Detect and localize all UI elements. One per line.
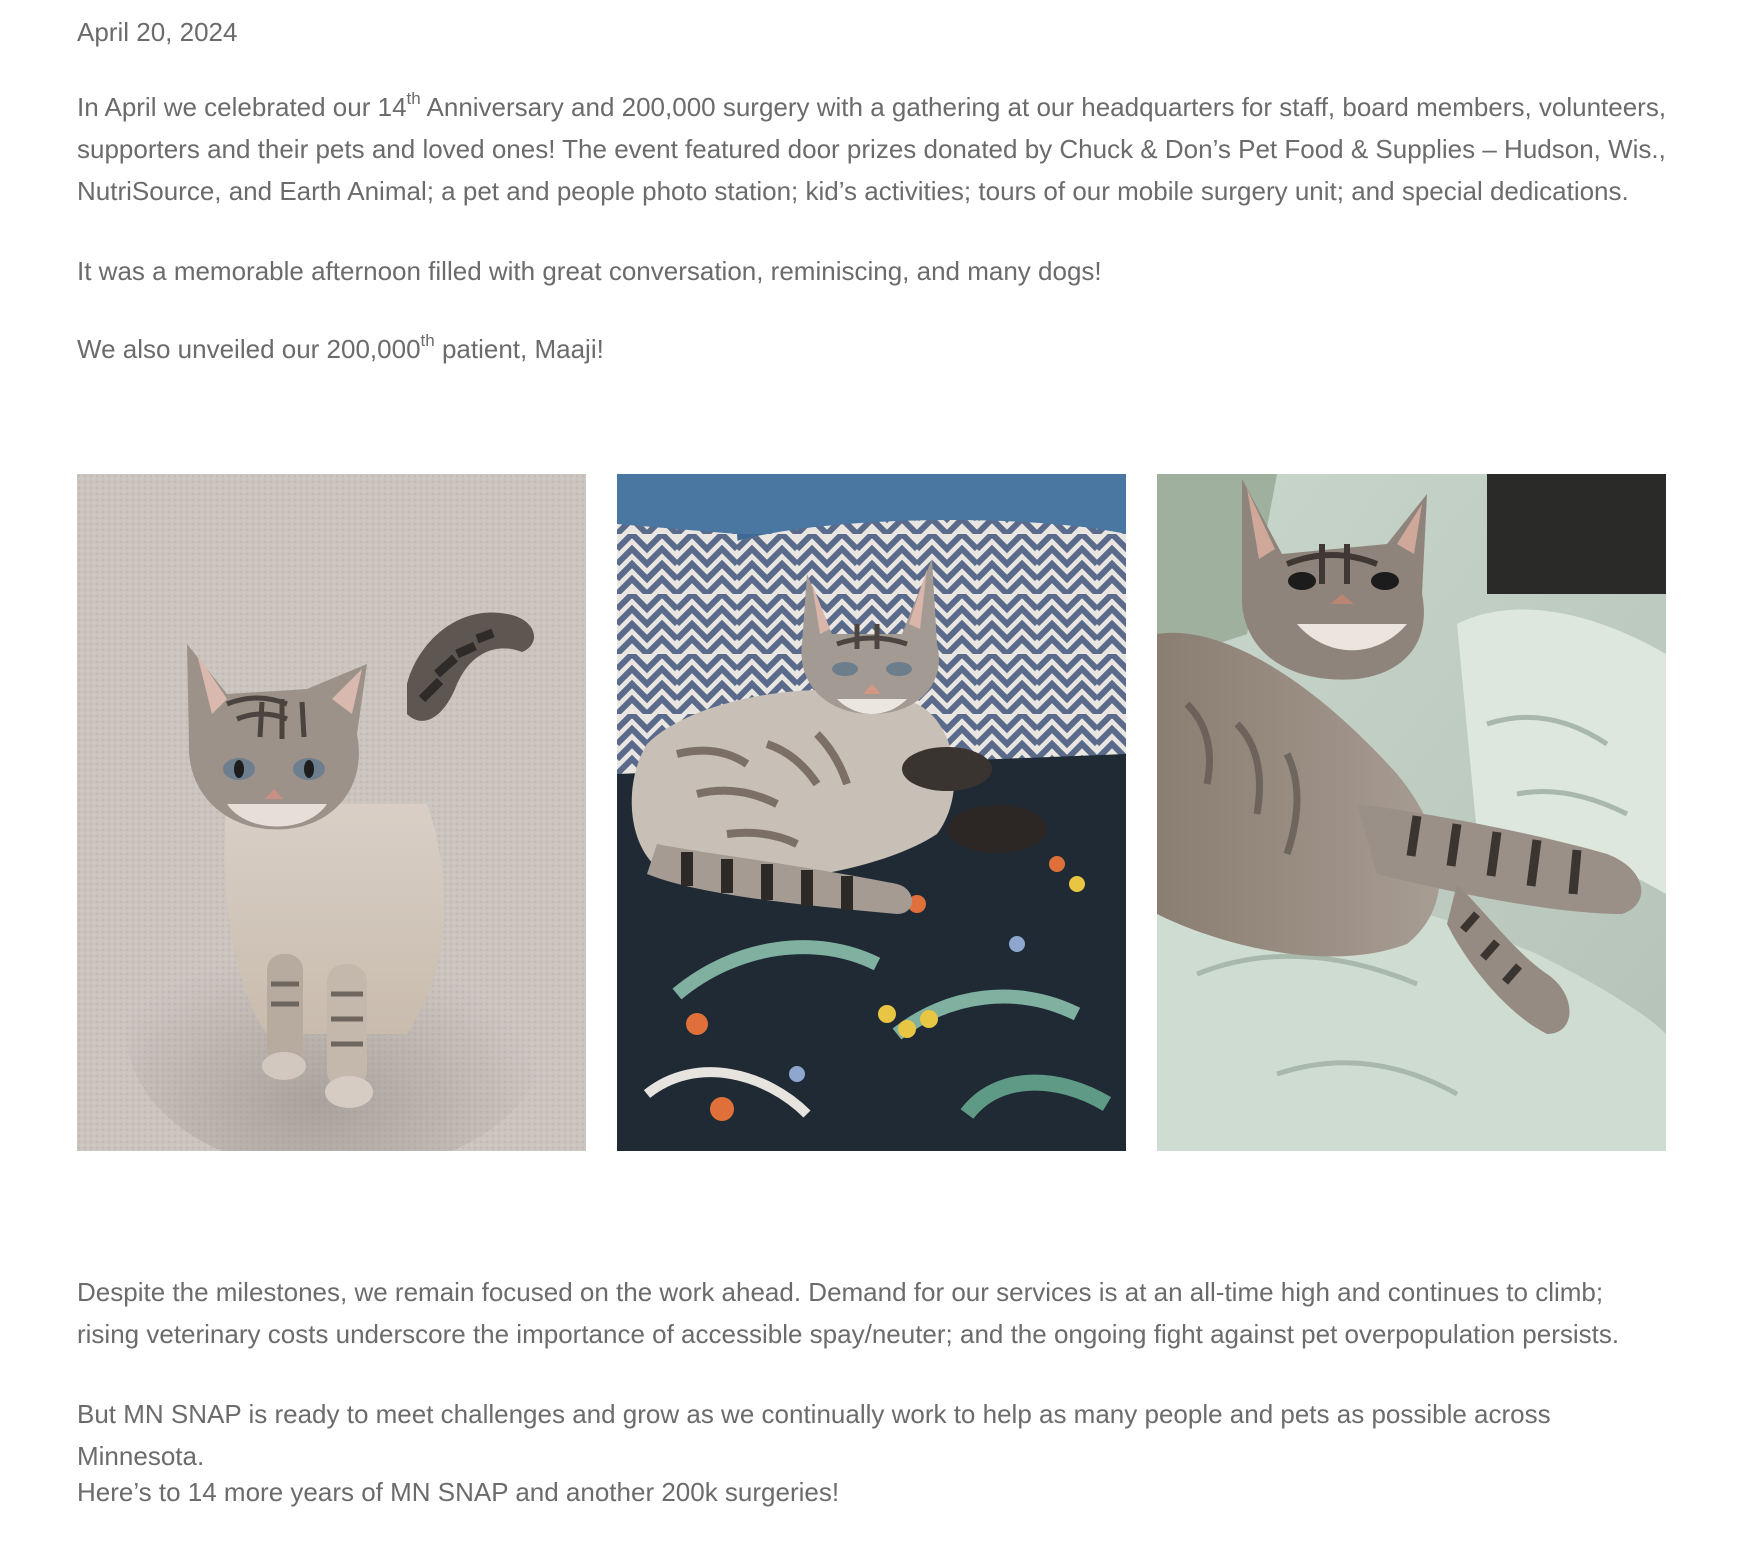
gallery-photo-3[interactable] [1157,474,1666,1151]
milestones-paragraph: Despite the milestones, we remain focused on the work ahead. Demand for our services is at an all-time high and continues to climb; rising veterinary costs underscore the importance of accessible spay/neuter; and the ongoing fight against pet overpopulation persists. [77,1277,1620,1349]
cat-sitting-carpet-image [77,474,586,1151]
memorable-paragraph: It was a memorable afternoon filled with great conversation, reminiscing, and many dogs! [77,256,1102,286]
gallery-photo-1[interactable] [77,474,586,1151]
intro-ordinal-suffix: th [406,89,421,109]
ready-paragraph: But MN SNAP is ready to meet challenges and grow as we continually work to help as many people and pets as possible across Minnesota. [77,1399,1551,1471]
intro-text-start: In April we celebrated our 14 [77,92,407,122]
unveil-ordinal-suffix: th [420,331,435,351]
closing-paragraph: Here’s to 14 more years of MN SNAP and another 200k surgeries! [77,1477,840,1507]
cat-on-bedding-image [1157,474,1666,1151]
intro-text-rest: Anniversary and 200,000 surgery with a gathering at our headquarters for staff, board members, volunteers, supporters and their pets and loved ones! The event featured door prizes donated by Chuck & Don’s Pet Food & Supplies – Hudson, Wis., NutriSource, and Earth Animal; a pet and people photo station; kid’s activities; tours of our mobile surgery unit; and special dedications. [77,92,1667,206]
cat-lying-pillows-image [617,474,1126,1151]
gallery-photo-2[interactable] [617,474,1126,1151]
intro-paragraph [77,86,1667,212]
unveil-text-start: We also unveiled our 200,000 [77,334,421,364]
post-date: April 20, 2024 [77,17,238,47]
photo-gallery [77,474,1667,1151]
unveil-paragraph [77,328,1667,370]
unveil-text-rest: patient, Maaji! [434,334,604,364]
